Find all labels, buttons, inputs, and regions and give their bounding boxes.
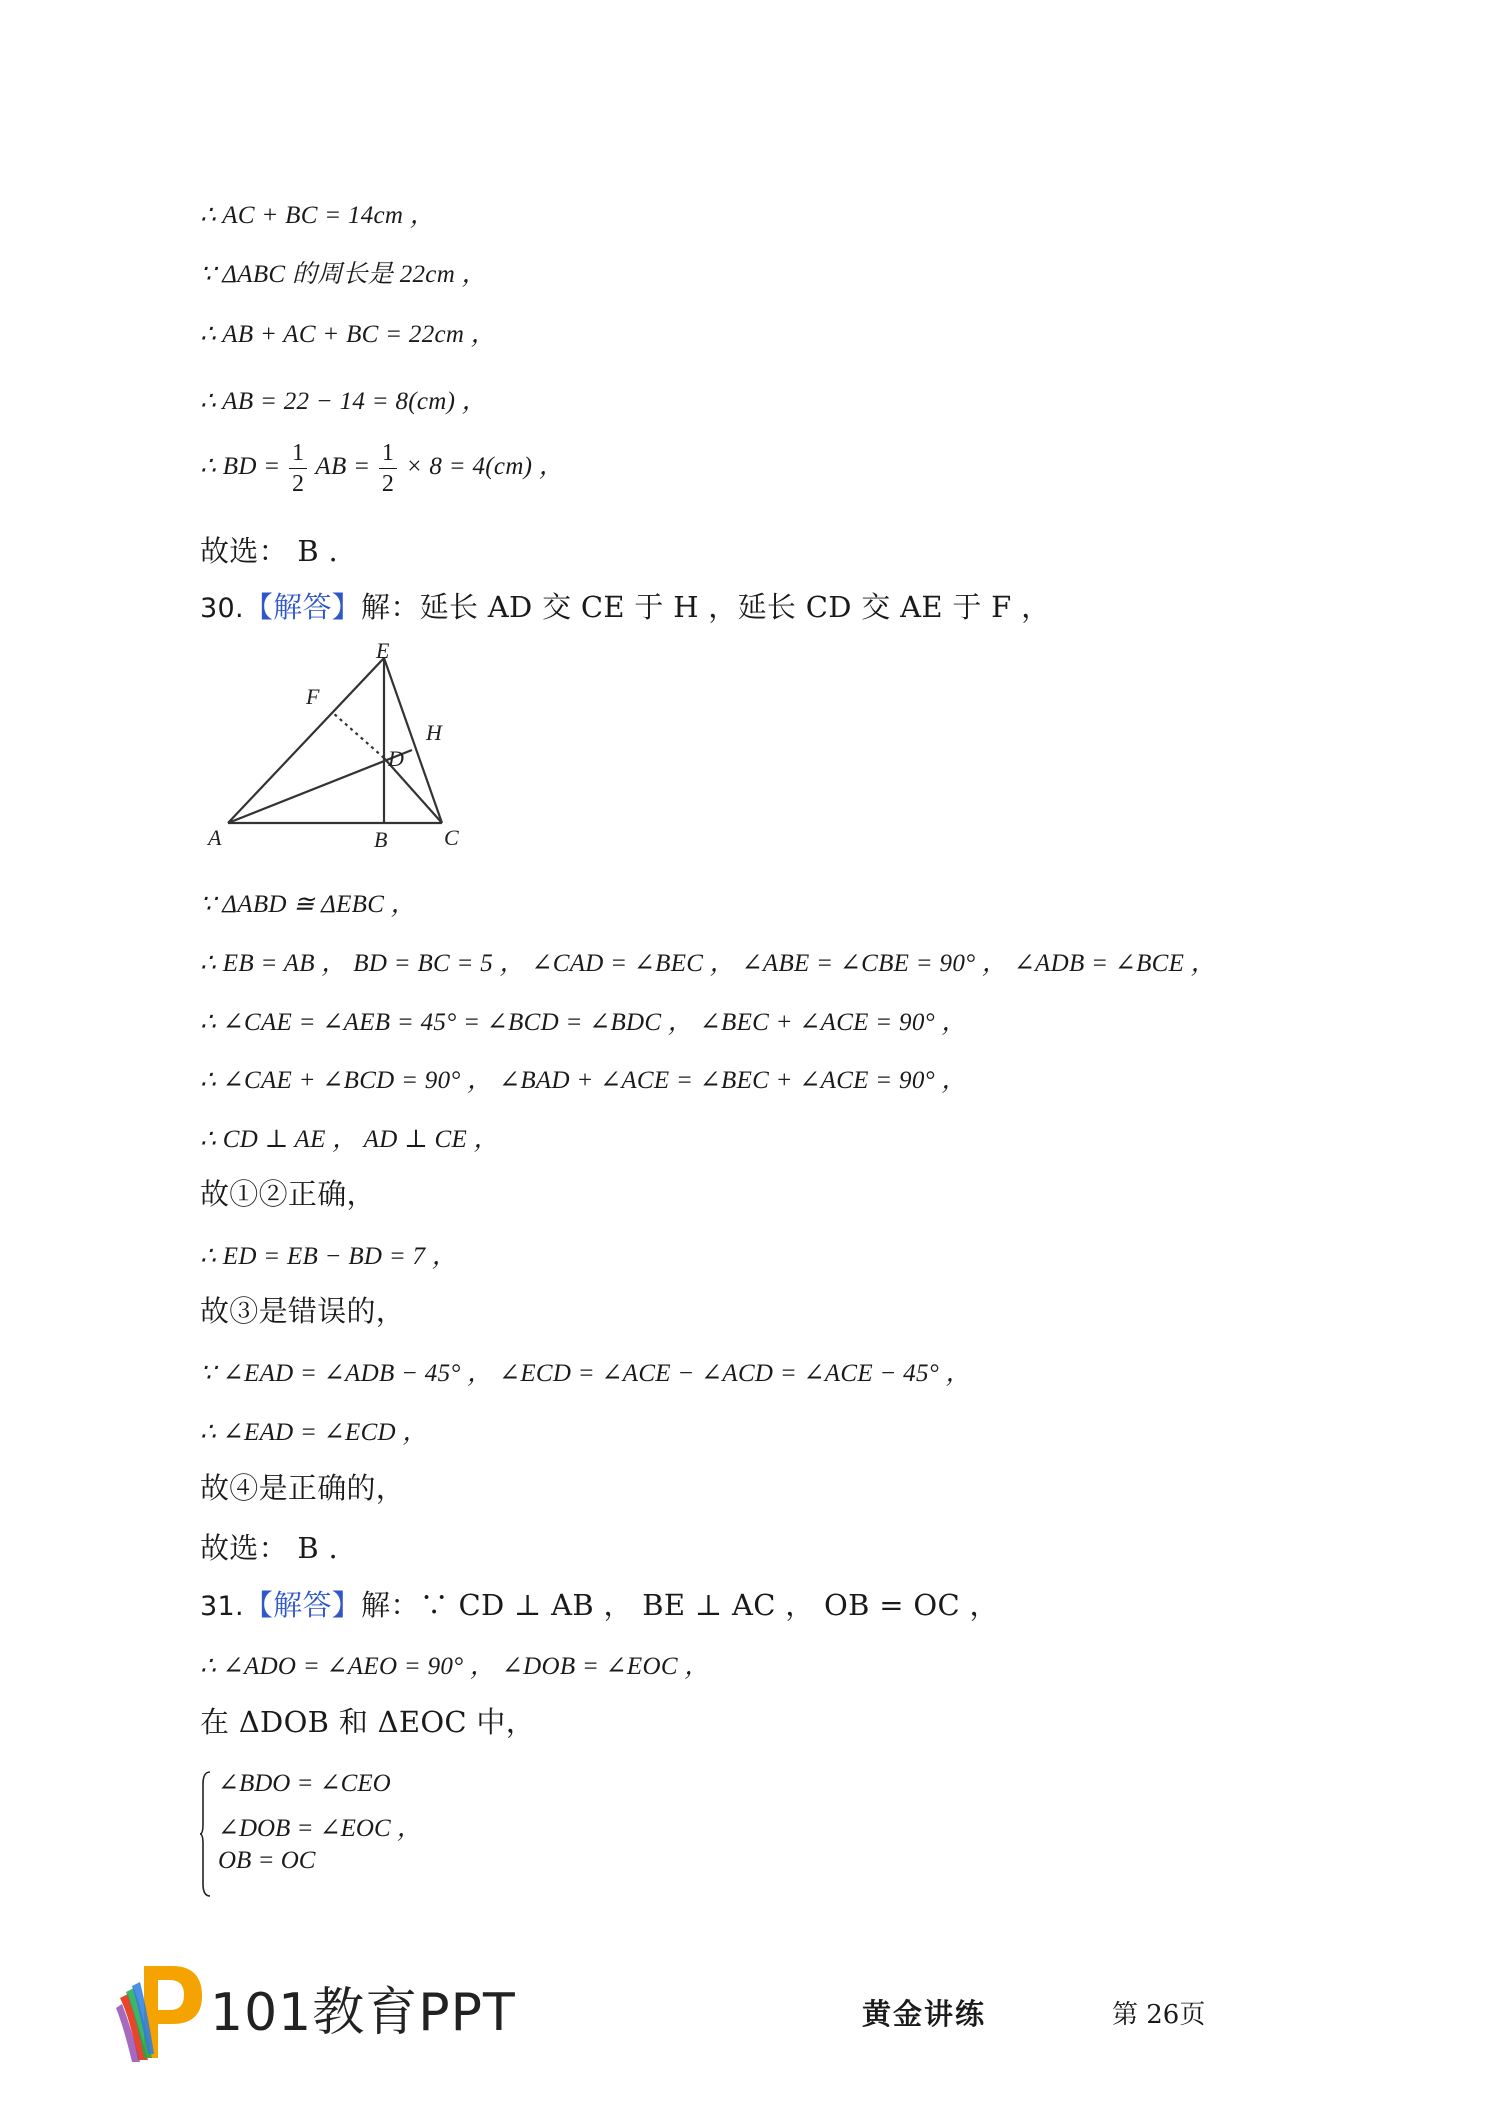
label-F: F [306,684,320,709]
system-row: OB = OC [218,1847,316,1874]
answer-tag: 【解答】 [243,590,362,624]
system-row: ∠DOB = ∠EOC ， [218,1815,422,1842]
fraction [379,438,397,499]
text-line: 故④是正确的， [200,1471,406,1505]
label-B: B [374,827,388,852]
answer-tag: 【解答】 [243,1588,362,1622]
text-line: ∴ AB + AC + BC = 22cm ， [200,321,497,348]
footer-title: 黄金讲练 [862,1997,987,2031]
text-segment: ∴ BD = [200,453,281,481]
text-segment: AB = [315,453,371,481]
question-text: 解：∵ CD ⊥ AB ， BE ⊥ AC ， OB = OC ， [361,1588,999,1622]
text-line: ∴ ∠CAE = ∠AEB = 45° = ∠BCD = ∠BDC ， ∠BEC + ∠ACE = 90° ， [200,1009,967,1036]
text-line: ∵ ΔABC 的周长是 22cm ， [200,261,487,288]
text-line: ∴ EB = AB ， BD = BC = 5 ， ∠CAD = ∠BEC ， ∠ABE = ∠CBE = 90° ， ∠ADB = ∠BCE ， [200,950,1217,977]
text-line: ∴ ∠ADO = ∠AEO = 90° ， ∠DOB = ∠EOC ， [200,1653,710,1680]
text-line: ∴ AC + BC = 14cm ， [200,202,436,229]
fraction-denominator: 2 [291,471,305,497]
text-segment: × 8 = 4(cm) ， [405,453,565,481]
label-E: E [376,640,390,663]
segment-AE [228,658,384,823]
question-number: 31. [200,1591,244,1622]
label-C: C [444,825,459,850]
text-line: ∴ AB = 22 − 14 = 8(cm) ， [200,388,488,415]
question-30-heading [200,585,1050,626]
text-line: 故①②正确， [200,1177,376,1211]
brand-logo-icon [114,1958,204,2068]
text-line: 在 ΔDOB 和 ΔEOC 中， [200,1705,536,1739]
brand-name: 101教育PPT [210,1983,516,2043]
fraction-numerator: 1 [379,438,397,469]
label-H: H [426,720,442,745]
fraction-numerator: 1 [289,438,307,469]
text-line: ∴ ∠CAE + ∠BCD = 90° ， ∠BAD + ∠ACE = ∠BEC + ∠ACE = 90° ， [200,1067,967,1094]
text-line: ∴ ∠EAD = ∠ECD ， [200,1419,428,1446]
label-D: D [388,746,404,771]
system-row: ∠BDO = ∠CEO [218,1770,391,1797]
fraction-line [200,438,564,499]
text-line: 故选： B . [200,534,339,568]
question-number: 30. [200,593,244,624]
question-text: 解：延长 AD 交 CE 于 H ，延长 CD 交 AE 于 F ， [361,590,1051,624]
text-line: 故选： B . [200,1531,339,1565]
text-line: ∴ ED = EB − BD = 7 ， [200,1243,458,1270]
fraction [289,438,307,499]
text-line: ∵ ∠EAD = ∠ADB − 45° ， ∠ECD = ∠ACE − ∠ACD = ∠ACE − 45° ， [200,1360,971,1387]
page-number: 第 26页 [1112,2000,1206,2030]
text-line: ∵ ΔABD ≅ ΔEBC ， [200,891,417,918]
text-line: ∴ CD ⊥ AE ， AD ⊥ CE ， [200,1126,499,1153]
fraction-denominator: 2 [381,471,395,497]
label-A: A [208,825,222,850]
left-brace [200,1770,212,1898]
triangle-diagram [196,640,486,860]
segment-DF-dotted [332,712,384,758]
question-31-heading [200,1583,999,1624]
text-line: 故③是错误的， [200,1294,406,1328]
